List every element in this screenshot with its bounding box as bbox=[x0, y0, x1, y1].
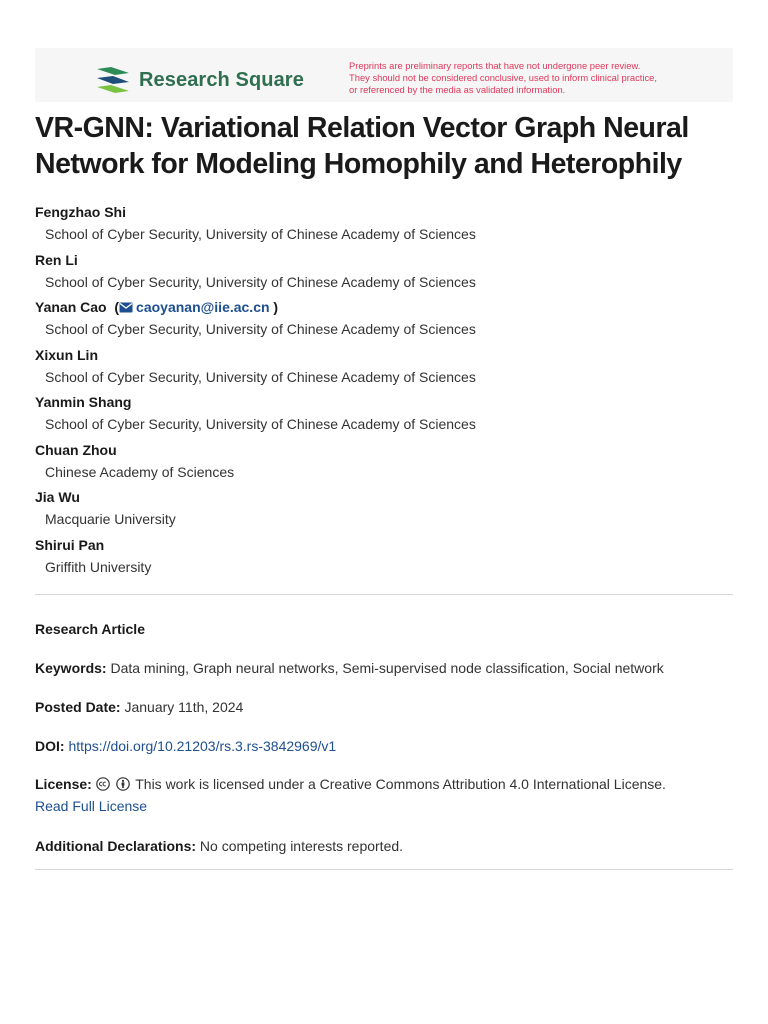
author-affiliation: School of Cyber Security, University of Chinese Academy of Sciences bbox=[45, 226, 476, 242]
email-wrapper: ( caoyanan@iie.ac.cn ) bbox=[110, 299, 279, 315]
author-email-link[interactable]: caoyanan@iie.ac.cn bbox=[136, 299, 270, 315]
declarations-row bbox=[35, 835, 735, 857]
section-divider-bottom bbox=[35, 869, 733, 870]
research-square-logo[interactable] bbox=[95, 64, 304, 96]
license-text: This work is licensed under a Creative Commons Attribution 4.0 International License. bbox=[135, 776, 666, 792]
paper-title bbox=[35, 110, 735, 182]
by-attribution-icon bbox=[116, 777, 130, 791]
license-row bbox=[35, 773, 735, 817]
envelope-icon bbox=[119, 302, 133, 313]
author-name: Fengzhao Shi bbox=[35, 204, 126, 220]
doi-label: DOI: bbox=[35, 738, 65, 754]
author-item bbox=[35, 391, 735, 439]
author-name-with-email bbox=[35, 296, 735, 318]
title-line: Network for Modeling Homophily and Heterophily bbox=[35, 148, 682, 180]
title-line: VR-GNN: Variational Relation Vector Graph Neural bbox=[35, 112, 689, 144]
author-name: Yanmin Shang bbox=[35, 394, 132, 410]
author-list bbox=[35, 201, 735, 581]
author-affiliation: School of Cyber Security, University of Chinese Academy of Sciences bbox=[45, 368, 476, 385]
author-item bbox=[35, 296, 735, 344]
author-item bbox=[35, 249, 735, 297]
article-type bbox=[35, 618, 735, 640]
author-affiliation: Macquarie University bbox=[45, 511, 176, 527]
posted-date-row bbox=[35, 696, 735, 718]
doi-link[interactable]: https://doi.org/10.21203/rs.3.rs-3842969/v1 bbox=[68, 738, 337, 754]
author-name: Shirui Pan bbox=[35, 536, 105, 553]
author-item bbox=[35, 201, 735, 249]
author-item bbox=[35, 486, 735, 534]
preprint-notice bbox=[349, 60, 739, 96]
article-type-label: Research Article bbox=[35, 621, 145, 637]
author-affiliation: School of Cyber Security, University of Chinese Academy of Sciences bbox=[45, 416, 476, 432]
doi-row bbox=[35, 735, 735, 757]
read-full-license-link[interactable]: Read Full License bbox=[35, 798, 148, 814]
research-square-logo-icon bbox=[95, 65, 131, 95]
author-name: Chuan Zhou bbox=[35, 441, 117, 458]
author-item bbox=[35, 344, 735, 392]
author-name: Jia Wu bbox=[35, 489, 80, 505]
author-name: Xixun Lin bbox=[35, 346, 98, 363]
declarations-value: No competing interests reported. bbox=[199, 838, 404, 854]
notice-line: They should not be considered conclusive, used to inform clinical practice, bbox=[349, 72, 657, 83]
author-item bbox=[35, 534, 735, 582]
brand-name: Research Square bbox=[139, 68, 304, 91]
author-name: Ren Li bbox=[35, 251, 78, 268]
author-affiliation: School of Cyber Security, University of Chinese Academy of Sciences bbox=[45, 321, 476, 337]
posted-date-label: Posted Date: bbox=[35, 699, 121, 715]
notice-line: or referenced by the media as validated information. bbox=[349, 84, 566, 95]
author-affiliation: Chinese Academy of Sciences bbox=[45, 463, 235, 480]
cc-icon bbox=[96, 777, 110, 791]
author-name: Yanan Cao bbox=[35, 299, 107, 315]
author-item bbox=[35, 439, 735, 487]
keywords-row bbox=[35, 657, 735, 679]
declarations-label: Additional Declarations: bbox=[35, 838, 197, 854]
section-divider-top bbox=[35, 594, 733, 595]
author-affiliation: Griffith University bbox=[45, 558, 152, 575]
keywords-label: Keywords: bbox=[35, 660, 107, 676]
license-label: License: bbox=[35, 776, 92, 792]
posted-date-value: January 11th, 2024 bbox=[124, 699, 244, 715]
keywords-value: Data mining, Graph neural networks, Semi-supervised node classification, Social network bbox=[110, 660, 664, 676]
author-affiliation: School of Cyber Security, University of Chinese Academy of Sciences bbox=[45, 273, 476, 290]
notice-line: Preprints are preliminary reports that have not undergone peer review. bbox=[349, 60, 641, 71]
